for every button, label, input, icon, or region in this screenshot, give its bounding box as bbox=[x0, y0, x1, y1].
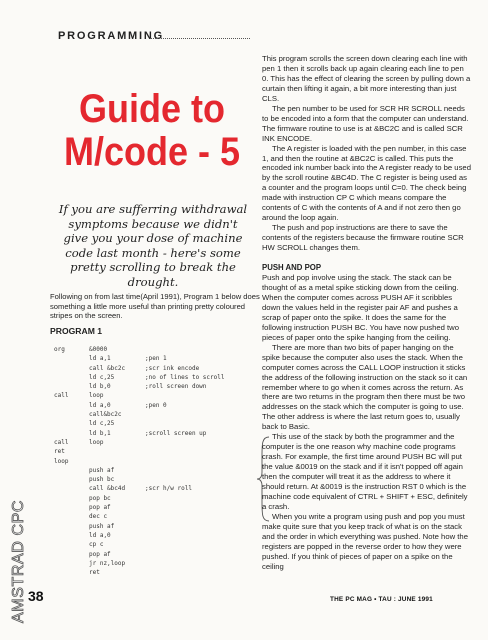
code-line bbox=[54, 382, 264, 391]
code-operand: pop af bbox=[89, 550, 111, 558]
code-line bbox=[54, 438, 264, 447]
code-label bbox=[54, 522, 89, 531]
code-label bbox=[54, 373, 89, 382]
body-paragraph: The A register is loaded with the pen number, in this case 1, and then the routine at &BC2C is called. This puts the encoded ink number back into the A register ready to be used by the scroll routine &BC4D. The C register is being used as a counter and the program loops until C=0. The check being made with instruction CP C which means compare the contents of C with the contents of A and if not zero then go around the loop again. bbox=[262, 143, 471, 223]
code-operand: cp c bbox=[89, 541, 104, 549]
body-paragraph: The push and pop instructions are there to save the contents of the registers because the firmware routine SCR HW SCROLL changes them. bbox=[262, 223, 464, 253]
code-operand: &0000 bbox=[89, 346, 108, 353]
code-line bbox=[54, 503, 264, 512]
headline bbox=[62, 88, 242, 174]
code-line bbox=[54, 475, 264, 484]
code-operand bbox=[89, 447, 145, 456]
code-operand: push bc bbox=[89, 476, 115, 484]
code-line bbox=[54, 401, 264, 410]
body-paragraph: Push and pop involve using the stack. The stack can be thought of as a metal spike sticking down from the ceiling. When the computer comes across PUSH AF it scribbles down the values held in the register pair AF and pushes a scrap of paper onto the spike. It does the same for the following instruction PUSH BC. You have now pushed two pieces of paper onto the spike hanging from the ceiling. bbox=[262, 273, 459, 342]
code-comment: ;no of lines to scroll bbox=[145, 373, 225, 381]
headline-line-2: M/code - 5 bbox=[63, 130, 241, 174]
body-paragraph: This use of the stack by both the programmer and the computer is the one reason why machine code programs crash. For example, the first time around PUSH BC will put the value &0019 on the stack and if it isn't popped off again then the computer will treat it as the address to where it should return. At &0019 is the instruction RST 0 which is the machine code equivalent of CTRL + SHIFT + ESC, definitely a crash. bbox=[262, 432, 468, 511]
code-operand: loop bbox=[89, 438, 104, 446]
code-label bbox=[54, 382, 89, 391]
code-line bbox=[54, 540, 264, 549]
code-operand: ld b,1 bbox=[89, 429, 111, 437]
code-label bbox=[54, 484, 89, 493]
code-comment: ;scr h/w roll bbox=[145, 485, 192, 493]
code-line bbox=[54, 410, 264, 419]
code-label bbox=[54, 466, 89, 475]
code-operand: call &bc2c bbox=[89, 364, 126, 372]
code-line bbox=[54, 345, 264, 354]
code-line bbox=[54, 447, 264, 456]
code-label: ret bbox=[54, 448, 65, 456]
code-label bbox=[54, 550, 89, 559]
code-operand: ld b,0 bbox=[89, 383, 111, 391]
code-label bbox=[54, 419, 89, 428]
page-number: 38 bbox=[28, 588, 44, 604]
code-line bbox=[54, 373, 264, 382]
code-operand: ret bbox=[89, 569, 100, 577]
code-operand: jr nz,loop bbox=[89, 559, 126, 567]
header-rule bbox=[150, 38, 250, 39]
code-operand: push af bbox=[89, 522, 115, 530]
code-label bbox=[54, 531, 89, 540]
code-line bbox=[54, 531, 264, 540]
code-operand: push af bbox=[89, 466, 115, 474]
code-label bbox=[54, 559, 89, 568]
code-line bbox=[54, 484, 264, 493]
standfirst: If you are sufferring withdrawal symptoms because we didn't give you your dose of machine code last month - here's some pretty scrolling to break the drought. bbox=[58, 202, 248, 289]
body-paragraph: The pen number to be used for SCR HR SCROLL needs to be encoded into a form that the computer can understand. The firmware routine to use is at &BC2C and is called SCR INK ENCODE. bbox=[262, 103, 469, 143]
body-column bbox=[262, 54, 472, 572]
code-label: call bbox=[54, 392, 69, 400]
code-line bbox=[54, 568, 264, 577]
code-line bbox=[54, 457, 264, 466]
code-label bbox=[54, 401, 89, 410]
code-label bbox=[54, 494, 89, 503]
code-operand: ld c,25 bbox=[89, 373, 115, 381]
code-operand: call&bc2c bbox=[89, 411, 122, 419]
code-label bbox=[54, 568, 89, 577]
code-line bbox=[54, 354, 264, 363]
footer-credit: THE PC MAG • TAU : JUNE 1991 bbox=[330, 596, 433, 603]
code-label bbox=[54, 410, 89, 419]
code-line bbox=[54, 522, 264, 531]
code-line bbox=[54, 391, 264, 400]
code-label bbox=[54, 475, 89, 484]
code-label bbox=[54, 540, 89, 549]
code-label bbox=[54, 503, 89, 512]
code-comment: ;pen 0 bbox=[145, 401, 167, 409]
body-paragraph: When you write a program using push and pop you must make quite sure that you keep track of what is on the stack and the order in which everything was pushed. Note how the registers are popped in the reverse order to how they were pushed. If you think of pieces of paper on a spike on the ceiling bbox=[262, 511, 468, 571]
code-line bbox=[54, 429, 264, 438]
code-line bbox=[54, 419, 264, 428]
code-label: org bbox=[54, 346, 65, 353]
code-label bbox=[54, 512, 89, 521]
code-operand: dec c bbox=[89, 513, 108, 521]
section-label: PROGRAMMING bbox=[58, 30, 164, 42]
code-line bbox=[54, 550, 264, 559]
code-label: loop bbox=[54, 457, 69, 465]
body-paragraph: There are more than two bits of paper hanging on the spike because the computer also uses the stack. When the computer comes across the CALL LOOP instruction it sticks the address of the following instruction on the stack so it can remember where to go when it comes across the return. As there are two returns in the program then there must be two addresses on the stack which the computer is going to use. The other address is where the last return goes to, usually back to Basic. bbox=[262, 342, 468, 432]
code-line bbox=[54, 364, 264, 373]
code-operand: ld c,25 bbox=[89, 420, 115, 428]
subheading: PUSH AND POP bbox=[262, 263, 322, 273]
code-comment: ;scr ink encode bbox=[145, 364, 200, 372]
code-operand: ld a,0 bbox=[89, 531, 111, 539]
code-comment: ;scroll screen up bbox=[145, 429, 207, 437]
code-operand: ld a,1 bbox=[89, 355, 111, 363]
intro-paragraph: Following on from last time(April 1991), Program 1 below does something a little more useful than printing pretty coloured stripes on the screen. bbox=[50, 292, 260, 321]
code-comment: ;roll screen down bbox=[145, 383, 207, 391]
code-line bbox=[54, 512, 264, 521]
body-paragraph: This program scrolls the screen down clearing each line with pen 1 then it scrolls back up again clearing each line to pen 0. This has the effect of clearing the screen by pulling down a curtain then lifting it again, a bit more interesting than just CLS. bbox=[262, 54, 471, 103]
code-line bbox=[54, 466, 264, 475]
side-text: AMSTRAD CPC bbox=[10, 499, 27, 623]
code-operand: ld a,0 bbox=[89, 401, 111, 409]
code-operand: pop bc bbox=[89, 494, 111, 502]
code-line bbox=[54, 559, 264, 568]
code-operand: call &bc4d bbox=[89, 485, 126, 493]
code-line bbox=[54, 494, 264, 503]
code-label: call bbox=[54, 438, 69, 446]
code-operand bbox=[89, 457, 145, 466]
code-label bbox=[54, 429, 89, 438]
code-operand: loop bbox=[89, 392, 104, 400]
code-comment: ;pen 1 bbox=[145, 355, 167, 363]
code-label bbox=[54, 354, 89, 363]
code-label bbox=[54, 364, 89, 373]
code-operand: pop af bbox=[89, 504, 111, 512]
headline-line-1: Guide to bbox=[79, 87, 225, 131]
code-listing bbox=[54, 345, 264, 577]
program-title: PROGRAM 1 bbox=[50, 326, 103, 336]
